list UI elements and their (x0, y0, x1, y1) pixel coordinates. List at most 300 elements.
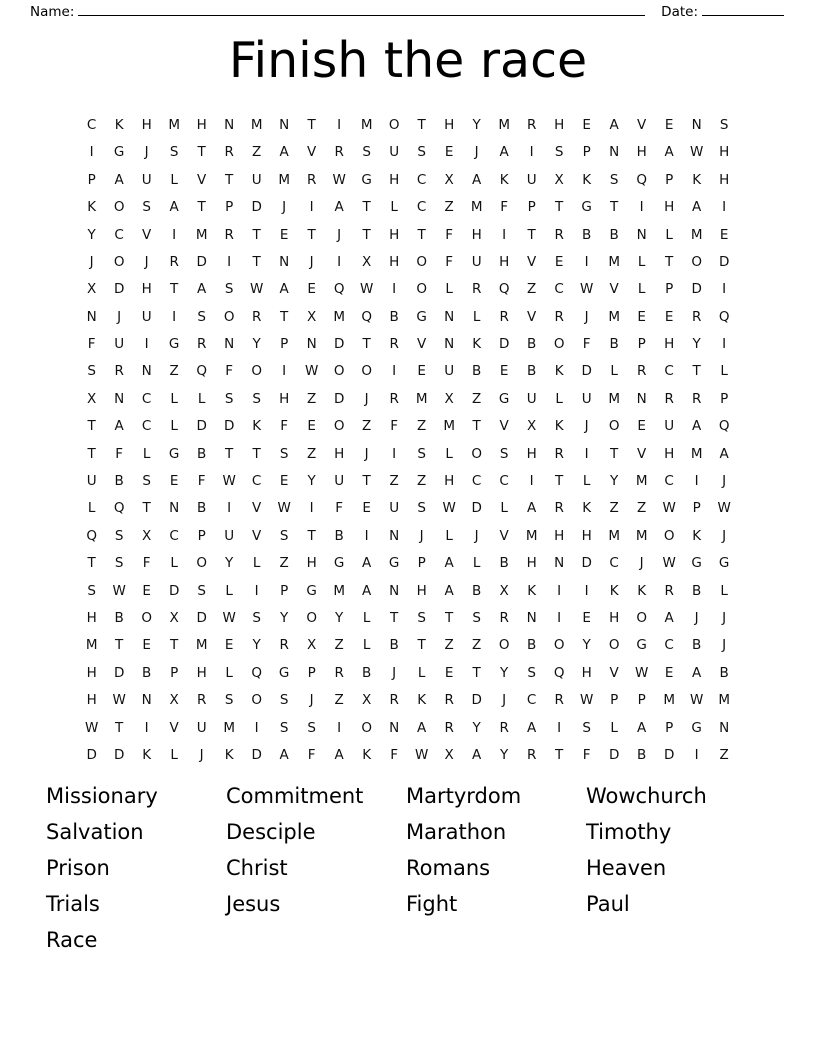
grid-cell[interactable]: U (526, 171, 537, 188)
grid-cell[interactable]: R (251, 308, 262, 325)
grid-cell[interactable]: W (414, 746, 429, 763)
grid-cell[interactable]: W (222, 609, 237, 626)
grid-cell[interactable]: J (309, 692, 314, 709)
grid-cell[interactable]: A (334, 746, 344, 763)
grid-cell[interactable]: H (389, 253, 400, 270)
grid-cell[interactable]: K (417, 692, 427, 709)
grid-cell[interactable]: X (444, 390, 454, 407)
grid-cell[interactable]: K (114, 116, 124, 133)
grid-cell[interactable]: F (280, 418, 289, 435)
grid-cell[interactable]: M (168, 116, 181, 133)
grid-cell[interactable]: M (360, 116, 373, 133)
grid-cell[interactable]: T (87, 418, 96, 435)
grid-cell[interactable]: B (114, 609, 124, 626)
grid-cell[interactable]: R (196, 692, 207, 709)
grid-cell[interactable]: W (662, 500, 677, 517)
grid-cell[interactable]: H (444, 473, 455, 490)
grid-cell[interactable]: H (554, 527, 565, 544)
grid-cell[interactable]: G (691, 555, 703, 572)
grid-cell[interactable]: H (141, 116, 152, 133)
grid-cell[interactable]: V (527, 308, 537, 325)
grid-cell[interactable]: Y (225, 555, 234, 572)
grid-cell[interactable]: J (199, 746, 204, 763)
grid-cell[interactable]: F (582, 746, 591, 763)
grid-cell[interactable]: I (89, 144, 94, 161)
grid-cell[interactable]: P (280, 582, 289, 599)
grid-cell[interactable]: D (251, 746, 263, 763)
grid-cell[interactable]: L (637, 253, 646, 270)
grid-cell[interactable]: A (197, 281, 207, 298)
grid-cell[interactable]: G (306, 582, 318, 599)
grid-cell[interactable]: T (665, 253, 674, 270)
grid-cell[interactable]: M (223, 719, 236, 736)
grid-cell[interactable]: S (719, 116, 729, 133)
grid-cell[interactable]: A (664, 144, 674, 161)
grid-cell[interactable]: T (417, 226, 426, 243)
grid-cell[interactable]: S (527, 664, 537, 681)
grid-cell[interactable]: Y (692, 336, 701, 353)
grid-cell[interactable]: T (252, 253, 261, 270)
grid-cell[interactable]: E (664, 116, 674, 133)
grid-cell[interactable]: K (609, 582, 619, 599)
grid-cell[interactable]: T (170, 281, 179, 298)
grid-cell[interactable]: L (472, 308, 481, 325)
grid-cell[interactable]: H (526, 445, 537, 462)
grid-cell[interactable]: N (389, 582, 400, 599)
grid-cell[interactable]: T (252, 445, 261, 462)
grid-cell[interactable]: L (225, 664, 234, 681)
grid-cell[interactable]: H (86, 664, 97, 681)
grid-cell[interactable]: P (692, 500, 701, 517)
grid-cell[interactable]: N (306, 336, 317, 353)
grid-cell[interactable]: R (499, 609, 510, 626)
grid-cell[interactable]: E (417, 363, 427, 380)
grid-cell[interactable]: L (142, 445, 151, 462)
grid-cell[interactable]: C (664, 637, 675, 654)
grid-cell[interactable]: I (557, 582, 562, 599)
grid-cell[interactable]: Z (417, 418, 427, 435)
grid-cell[interactable]: A (472, 746, 482, 763)
grid-cell[interactable]: L (720, 582, 729, 599)
grid-cell[interactable]: T (390, 609, 399, 626)
grid-cell[interactable]: O (691, 253, 703, 270)
grid-cell[interactable]: V (499, 527, 509, 544)
grid-cell[interactable]: L (472, 555, 481, 572)
grid-cell[interactable]: H (526, 555, 537, 572)
grid-cell[interactable]: Y (307, 473, 316, 490)
grid-cell[interactable]: G (333, 555, 345, 572)
grid-cell[interactable]: E (637, 418, 647, 435)
grid-cell[interactable]: A (719, 445, 729, 462)
grid-cell[interactable]: I (337, 719, 342, 736)
grid-cell[interactable]: O (416, 253, 428, 270)
grid-cell[interactable]: O (608, 418, 620, 435)
grid-cell[interactable]: O (553, 637, 565, 654)
grid-cell[interactable]: U (141, 308, 152, 325)
grid-cell[interactable]: C (499, 473, 510, 490)
grid-cell[interactable]: R (306, 171, 317, 188)
grid-cell[interactable]: V (609, 281, 619, 298)
grid-cell[interactable]: T (362, 473, 371, 490)
grid-cell[interactable]: N (224, 116, 235, 133)
grid-cell[interactable]: S (609, 171, 619, 188)
grid-cell[interactable]: T (362, 336, 371, 353)
grid-cell[interactable]: T (527, 226, 536, 243)
grid-cell[interactable]: T (225, 171, 234, 188)
grid-cell[interactable]: N (691, 116, 702, 133)
grid-cell[interactable]: W (332, 171, 347, 188)
grid-cell[interactable]: D (113, 281, 125, 298)
grid-cell[interactable]: H (719, 144, 730, 161)
grid-cell[interactable]: T (472, 418, 481, 435)
grid-cell[interactable]: L (582, 473, 591, 490)
grid-cell[interactable]: T (307, 226, 316, 243)
grid-cell[interactable]: P (417, 555, 426, 572)
grid-cell[interactable]: T (142, 500, 151, 517)
grid-cell[interactable]: T (417, 637, 426, 654)
grid-cell[interactable]: A (279, 144, 289, 161)
grid-cell[interactable]: F (445, 253, 454, 270)
grid-cell[interactable]: R (691, 308, 702, 325)
grid-cell[interactable]: T (307, 527, 316, 544)
grid-cell[interactable]: D (718, 253, 730, 270)
grid-cell[interactable]: C (141, 390, 152, 407)
grid-cell[interactable]: J (144, 144, 149, 161)
grid-cell[interactable]: T (87, 555, 96, 572)
grid-cell[interactable]: X (444, 171, 454, 188)
grid-cell[interactable]: Y (252, 637, 261, 654)
grid-cell[interactable]: R (224, 144, 235, 161)
grid-cell[interactable]: J (584, 418, 589, 435)
grid-cell[interactable]: S (417, 609, 427, 626)
grid-cell[interactable]: R (224, 226, 235, 243)
grid-cell[interactable]: M (443, 418, 456, 435)
word-list-item[interactable]: Desciple (226, 820, 316, 844)
grid-cell[interactable]: I (502, 226, 507, 243)
grid-cell[interactable]: L (720, 363, 729, 380)
grid-cell[interactable]: T (692, 363, 701, 380)
grid-cell[interactable]: J (309, 253, 314, 270)
grid-cell[interactable]: D (471, 500, 483, 517)
grid-cell[interactable]: L (445, 281, 454, 298)
grid-cell[interactable]: E (554, 253, 564, 270)
grid-cell[interactable]: R (554, 692, 565, 709)
grid-cell[interactable]: C (416, 199, 427, 216)
grid-cell[interactable]: Z (637, 500, 647, 517)
grid-cell[interactable]: K (472, 336, 482, 353)
grid-cell[interactable]: Z (169, 363, 179, 380)
grid-cell[interactable]: A (444, 555, 454, 572)
grid-cell[interactable]: I (584, 253, 589, 270)
grid-cell[interactable]: M (195, 226, 208, 243)
word-list-item[interactable]: Race (46, 928, 98, 952)
grid-cell[interactable]: E (444, 664, 454, 681)
grid-cell[interactable]: O (141, 609, 153, 626)
name-write-line[interactable] (78, 14, 645, 16)
grid-cell[interactable]: F (307, 746, 316, 763)
grid-cell[interactable]: H (609, 609, 620, 626)
grid-cell[interactable]: D (113, 746, 125, 763)
grid-cell[interactable]: I (309, 199, 314, 216)
grid-cell[interactable]: F (390, 746, 399, 763)
grid-cell[interactable]: Z (307, 390, 317, 407)
grid-cell[interactable]: R (554, 500, 565, 517)
grid-cell[interactable]: B (499, 555, 509, 572)
grid-cell[interactable]: L (417, 664, 426, 681)
grid-cell[interactable]: W (112, 582, 127, 599)
grid-cell[interactable]: X (142, 527, 152, 544)
grid-cell[interactable]: Q (113, 500, 125, 517)
word-list-item[interactable]: Commitment (226, 784, 364, 808)
grid-cell[interactable]: N (636, 226, 647, 243)
grid-cell[interactable]: N (86, 308, 97, 325)
grid-cell[interactable]: Z (609, 500, 619, 517)
grid-cell[interactable]: D (113, 664, 125, 681)
grid-cell[interactable]: S (224, 390, 234, 407)
grid-cell[interactable]: R (279, 637, 290, 654)
grid-cell[interactable]: N (279, 116, 290, 133)
grid-cell[interactable]: I (557, 719, 562, 736)
grid-cell[interactable]: I (309, 500, 314, 517)
grid-cell[interactable]: V (609, 664, 619, 681)
grid-cell[interactable]: G (388, 555, 400, 572)
grid-cell[interactable]: R (389, 390, 400, 407)
word-list-item[interactable]: Salvation (46, 820, 144, 844)
grid-cell[interactable]: A (417, 719, 427, 736)
grid-cell[interactable]: T (445, 609, 454, 626)
grid-cell[interactable]: J (722, 473, 727, 490)
grid-cell[interactable]: R (526, 116, 537, 133)
grid-cell[interactable]: P (170, 664, 179, 681)
grid-cell[interactable]: R (444, 692, 455, 709)
grid-cell[interactable]: H (444, 116, 455, 133)
grid-cell[interactable]: D (86, 746, 98, 763)
grid-cell[interactable]: N (609, 144, 620, 161)
grid-cell[interactable]: S (142, 199, 152, 216)
grid-cell[interactable]: M (278, 171, 291, 188)
grid-cell[interactable]: A (637, 719, 647, 736)
grid-cell[interactable]: B (362, 664, 372, 681)
grid-cell[interactable]: V (252, 500, 262, 517)
grid-cell[interactable]: Z (362, 418, 372, 435)
grid-cell[interactable]: W (689, 692, 704, 709)
grid-cell[interactable]: R (664, 582, 675, 599)
grid-cell[interactable]: B (389, 637, 399, 654)
grid-cell[interactable]: G (581, 199, 593, 216)
grid-cell[interactable]: T (252, 226, 261, 243)
grid-cell[interactable]: M (525, 527, 538, 544)
grid-cell[interactable]: L (610, 719, 619, 736)
grid-cell[interactable]: E (582, 609, 592, 626)
grid-cell[interactable]: V (307, 144, 317, 161)
grid-cell[interactable]: E (664, 664, 674, 681)
grid-cell[interactable]: K (582, 500, 592, 517)
grid-cell[interactable]: T (115, 719, 124, 736)
grid-cell[interactable]: U (389, 144, 400, 161)
grid-cell[interactable]: S (472, 609, 482, 626)
grid-cell[interactable]: I (172, 226, 177, 243)
grid-cell[interactable]: J (392, 664, 397, 681)
grid-cell[interactable]: O (196, 555, 208, 572)
grid-cell[interactable]: F (115, 445, 124, 462)
grid-cell[interactable]: E (142, 582, 152, 599)
grid-cell[interactable]: I (172, 308, 177, 325)
grid-cell[interactable]: Z (417, 473, 427, 490)
grid-cell[interactable]: P (637, 692, 646, 709)
grid-cell[interactable]: Q (636, 171, 648, 188)
grid-cell[interactable]: Y (610, 473, 619, 490)
grid-cell[interactable]: B (609, 336, 619, 353)
grid-cell[interactable]: D (581, 363, 593, 380)
grid-cell[interactable]: S (499, 445, 509, 462)
grid-cell[interactable]: M (608, 253, 621, 270)
grid-cell[interactable]: M (498, 116, 511, 133)
grid-cell[interactable]: U (141, 171, 152, 188)
grid-cell[interactable]: E (637, 308, 647, 325)
grid-cell[interactable]: W (717, 500, 732, 517)
word-list-item[interactable]: Heaven (586, 856, 667, 880)
grid-cell[interactable]: C (251, 473, 262, 490)
grid-cell[interactable]: S (279, 692, 289, 709)
grid-cell[interactable]: X (307, 637, 317, 654)
grid-cell[interactable]: L (225, 582, 234, 599)
grid-cell[interactable]: T (417, 116, 426, 133)
grid-cell[interactable]: Y (500, 746, 509, 763)
grid-cell[interactable]: O (553, 336, 565, 353)
grid-cell[interactable]: J (502, 692, 507, 709)
grid-cell[interactable]: P (610, 692, 619, 709)
grid-cell[interactable]: J (722, 527, 727, 544)
grid-cell[interactable]: U (224, 527, 235, 544)
grid-cell[interactable]: I (557, 609, 562, 626)
grid-cell[interactable]: E (224, 637, 234, 654)
grid-cell[interactable]: J (282, 199, 287, 216)
grid-cell[interactable]: S (87, 582, 97, 599)
grid-cell[interactable]: S (554, 144, 564, 161)
grid-cell[interactable]: U (334, 473, 345, 490)
grid-cell[interactable]: H (389, 226, 400, 243)
grid-cell[interactable]: R (691, 390, 702, 407)
grid-cell[interactable]: K (527, 582, 537, 599)
grid-cell[interactable]: G (498, 390, 510, 407)
grid-cell[interactable]: T (362, 226, 371, 243)
grid-cell[interactable]: I (364, 527, 369, 544)
grid-cell[interactable]: V (197, 171, 207, 188)
grid-cell[interactable]: Z (444, 637, 454, 654)
grid-cell[interactable]: M (608, 390, 621, 407)
grid-cell[interactable]: M (470, 199, 483, 216)
word-list-item[interactable]: Romans (406, 856, 491, 880)
grid-cell[interactable]: Z (444, 199, 454, 216)
grid-cell[interactable]: U (471, 253, 482, 270)
grid-cell[interactable]: S (417, 500, 427, 517)
grid-cell[interactable]: N (279, 253, 290, 270)
word-list-item[interactable]: Prison (46, 856, 110, 880)
grid-cell[interactable]: D (471, 692, 483, 709)
grid-cell[interactable]: M (718, 692, 731, 709)
grid-cell[interactable]: B (472, 582, 482, 599)
grid-cell[interactable]: L (362, 609, 371, 626)
grid-cell[interactable]: G (361, 171, 373, 188)
grid-cell[interactable]: T (555, 199, 564, 216)
grid-cell[interactable]: Z (307, 445, 317, 462)
grid-cell[interactable]: E (279, 226, 289, 243)
grid-cell[interactable]: W (249, 281, 264, 298)
grid-cell[interactable]: W (304, 363, 319, 380)
grid-cell[interactable]: W (689, 144, 704, 161)
grid-cell[interactable]: H (334, 445, 345, 462)
grid-cell[interactable]: I (282, 363, 287, 380)
grid-cell[interactable]: M (690, 445, 703, 462)
grid-cell[interactable]: L (637, 281, 646, 298)
grid-cell[interactable]: P (280, 336, 289, 353)
grid-cell[interactable]: T (610, 445, 619, 462)
grid-cell[interactable]: H (554, 116, 565, 133)
grid-cell[interactable]: W (442, 500, 457, 517)
grid-cell[interactable]: D (581, 555, 593, 572)
grid-cell[interactable]: L (197, 390, 206, 407)
grid-cell[interactable]: J (364, 390, 369, 407)
grid-cell[interactable]: P (225, 199, 234, 216)
grid-cell[interactable]: N (719, 719, 730, 736)
grid-cell[interactable]: T (170, 637, 179, 654)
grid-cell[interactable]: L (390, 199, 399, 216)
grid-cell[interactable]: X (87, 390, 97, 407)
grid-cell[interactable]: F (87, 336, 96, 353)
grid-cell[interactable]: L (170, 746, 179, 763)
grid-cell[interactable]: P (197, 527, 206, 544)
grid-cell[interactable]: E (362, 500, 372, 517)
grid-cell[interactable]: I (254, 719, 259, 736)
grid-cell[interactable]: C (416, 171, 427, 188)
grid-cell[interactable]: A (114, 171, 124, 188)
grid-cell[interactable]: R (334, 664, 345, 681)
grid-cell[interactable]: I (722, 199, 727, 216)
grid-cell[interactable]: S (362, 144, 372, 161)
grid-cell[interactable]: A (362, 582, 372, 599)
grid-cell[interactable]: S (224, 692, 234, 709)
grid-cell[interactable]: J (584, 308, 589, 325)
grid-cell[interactable]: U (196, 719, 207, 736)
grid-cell[interactable]: O (361, 363, 373, 380)
grid-cell[interactable]: J (364, 445, 369, 462)
grid-cell[interactable]: A (114, 418, 124, 435)
grid-cell[interactable]: P (87, 171, 96, 188)
grid-cell[interactable]: E (444, 144, 454, 161)
word-list-item[interactable]: Jesus (226, 892, 281, 916)
grid-cell[interactable]: B (692, 582, 702, 599)
grid-cell[interactable]: D (663, 746, 675, 763)
grid-cell[interactable]: T (197, 199, 206, 216)
grid-cell[interactable]: O (416, 281, 428, 298)
grid-cell[interactable]: V (499, 418, 509, 435)
grid-cell[interactable]: S (114, 527, 124, 544)
grid-cell[interactable]: L (500, 500, 509, 517)
grid-cell[interactable]: R (499, 308, 510, 325)
grid-cell[interactable]: N (389, 527, 400, 544)
grid-cell[interactable]: G (691, 719, 703, 736)
grid-cell[interactable]: N (141, 363, 152, 380)
grid-cell[interactable]: T (472, 664, 481, 681)
grid-cell[interactable]: E (142, 637, 152, 654)
grid-cell[interactable]: X (554, 171, 564, 188)
grid-cell[interactable]: C (471, 473, 482, 490)
grid-cell[interactable]: J (117, 308, 122, 325)
grid-cell[interactable]: I (584, 445, 589, 462)
grid-cell[interactable]: I (694, 473, 699, 490)
grid-cell[interactable]: C (554, 281, 565, 298)
grid-cell[interactable]: L (555, 390, 564, 407)
